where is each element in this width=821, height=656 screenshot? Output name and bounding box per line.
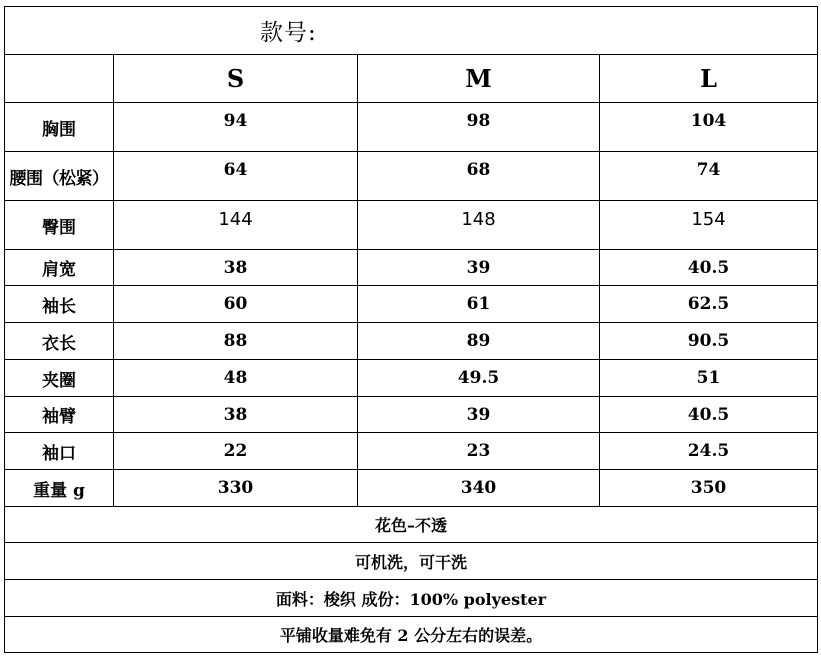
pattern-note: 花色–不透: [5, 507, 818, 543]
value-cell: 104: [600, 103, 818, 152]
value-cell: 38: [114, 397, 358, 433]
value-cell: 98: [358, 103, 600, 152]
table-row: [5, 201, 818, 250]
row-label: 肩宽: [5, 250, 114, 286]
table-row: [5, 152, 818, 201]
value-cell: 60: [114, 286, 358, 323]
value-cell: 330: [114, 470, 358, 507]
note-row: [5, 617, 818, 653]
table-row: [5, 397, 818, 433]
value-cell: 51: [600, 360, 818, 397]
value-cell: 74: [600, 152, 818, 201]
value-cell: 148: [358, 201, 600, 250]
note-row: [5, 580, 818, 617]
table-row: [5, 250, 818, 286]
size-chart-sheet: [4, 6, 817, 652]
value-cell: 38: [114, 250, 358, 286]
row-label: 衣长: [5, 323, 114, 360]
row-label: 袖臂: [5, 397, 114, 433]
size-chart-table: [4, 6, 818, 653]
value-cell: 61: [358, 286, 600, 323]
size-header-m: M: [358, 55, 600, 103]
row-label: 臀围: [5, 201, 114, 250]
value-cell: 39: [358, 250, 600, 286]
value-cell: 48: [114, 360, 358, 397]
value-cell: 40.5: [600, 397, 818, 433]
note-row: [5, 507, 818, 543]
value-cell: 40.5: [600, 250, 818, 286]
table-row: [5, 286, 818, 323]
title-row: [5, 7, 818, 55]
table-row: [5, 360, 818, 397]
value-cell: 90.5: [600, 323, 818, 360]
value-cell: 22: [114, 433, 358, 470]
value-cell: 340: [358, 470, 600, 507]
value-cell: 64: [114, 152, 358, 201]
size-header-l: L: [600, 55, 818, 103]
size-header-s: S: [114, 55, 358, 103]
wash-note: 可机洗，可干洗: [5, 543, 818, 580]
value-cell: 49.5: [358, 360, 600, 397]
row-label: 腰围（松紧）: [5, 152, 114, 201]
note-row: [5, 543, 818, 580]
value-cell: 154: [600, 201, 818, 250]
value-cell: 350: [600, 470, 818, 507]
row-label: 夹圈: [5, 360, 114, 397]
style-number-cell: [5, 7, 818, 55]
value-cell: 68: [358, 152, 600, 201]
size-header-row: [5, 55, 818, 103]
table-row: [5, 470, 818, 507]
style-number-label: 款号:: [260, 20, 317, 46]
row-label: 袖口: [5, 433, 114, 470]
row-label: 袖长: [5, 286, 114, 323]
value-cell: 23: [358, 433, 600, 470]
fabric-note: 面料：梭织 成份：100% polyester: [5, 580, 818, 617]
value-cell: 62.5: [600, 286, 818, 323]
value-cell: 88: [114, 323, 358, 360]
value-cell: 89: [358, 323, 600, 360]
tolerance-note: 平铺收量难免有 2 公分左右的误差。: [5, 617, 818, 653]
table-row: [5, 323, 818, 360]
value-cell: 94: [114, 103, 358, 152]
value-cell: 144: [114, 201, 358, 250]
table-row: [5, 103, 818, 152]
corner-cell: [5, 55, 114, 103]
value-cell: 39: [358, 397, 600, 433]
table-row: [5, 433, 818, 470]
value-cell: 24.5: [600, 433, 818, 470]
row-label: 胸围: [5, 103, 114, 152]
row-label: 重量 g: [5, 470, 114, 507]
